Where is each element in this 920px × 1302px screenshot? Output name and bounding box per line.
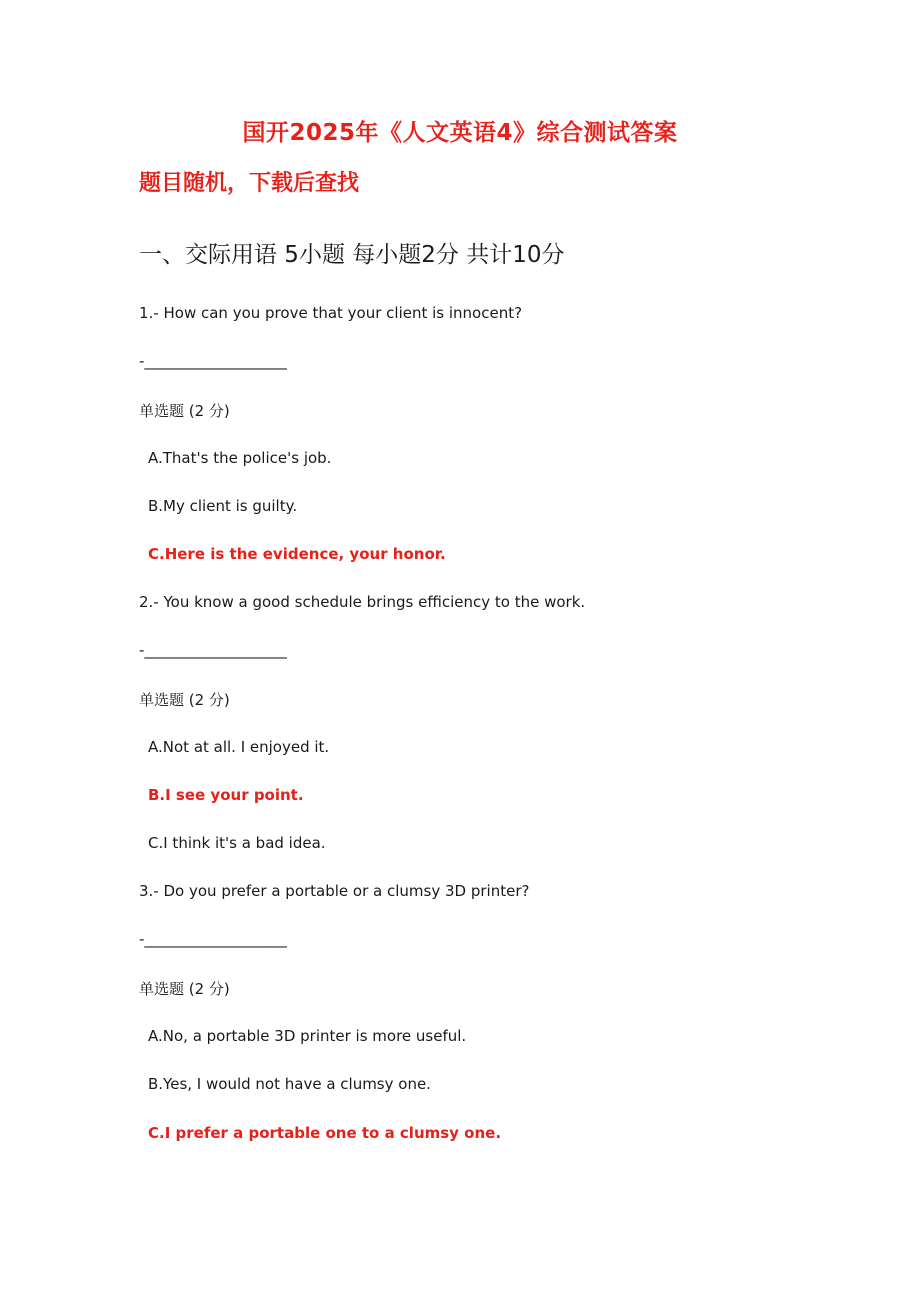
question-type: 单选题 (2 分) bbox=[139, 980, 230, 998]
option-a: A.Not at all. I enjoyed it. bbox=[148, 738, 330, 756]
answer-blank: -___________________ bbox=[139, 930, 287, 948]
option-a: A.That's the police's job. bbox=[148, 449, 332, 467]
answer-blank: -___________________ bbox=[139, 641, 287, 659]
option-b-correct: B.I see your point. bbox=[148, 786, 304, 804]
document-subtitle: 题目随机，下载后查找 bbox=[139, 171, 360, 196]
document-title: 国开2025年《人文英语4》综合测试答案 bbox=[242, 120, 678, 146]
question-stem: 3.- Do you prefer a portable or a clumsy 3D printer? bbox=[139, 882, 530, 900]
answer-blank: -___________________ bbox=[139, 352, 287, 370]
option-c-correct: C.I prefer a portable one to a clumsy one. bbox=[148, 1124, 502, 1142]
option-b: B.Yes, I would not have a clumsy one. bbox=[148, 1075, 431, 1093]
option-a: A.No, a portable 3D printer is more useful. bbox=[148, 1027, 467, 1045]
question-stem: 1.- How can you prove that your client is innocent? bbox=[139, 304, 523, 322]
option-c-correct: C.Here is the evidence, your honor. bbox=[148, 545, 446, 563]
option-b: B.My client is guilty. bbox=[148, 497, 298, 515]
option-c: C.I think it's a bad idea. bbox=[148, 834, 326, 852]
question-type: 单选题 (2 分) bbox=[139, 691, 230, 709]
section-heading: 一、交际用语 5小题 每小题2分 共计10分 bbox=[139, 242, 565, 268]
question-type: 单选题 (2 分) bbox=[139, 402, 230, 420]
question-stem: 2.- You know a good schedule brings efficiency to the work. bbox=[139, 593, 586, 611]
